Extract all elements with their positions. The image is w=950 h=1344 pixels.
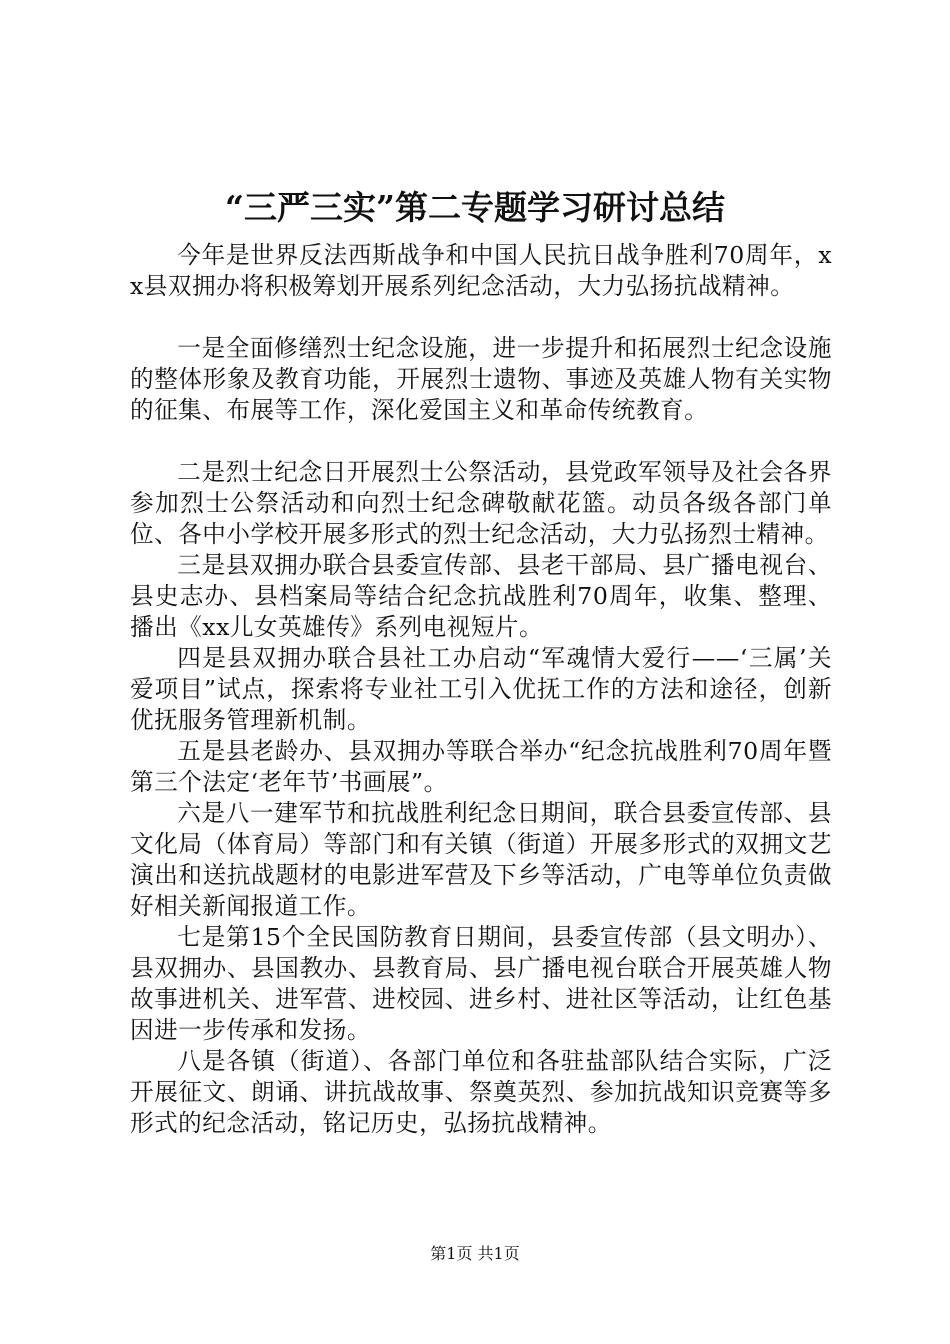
paragraph-intro: 今年是世界反法西斯战争和中国人民抗日战争胜利70周年，xx县双拥办将积极筹划开展系列纪念活动，大力弘扬抗战精神。: [130, 241, 832, 300]
paragraph-item-3: 三是县双拥办联合县委宣传部、县老干部局、县广播电视台、县史志办、县档案局等结合纪念抗战胜利70周年，收集、整理、播出《xx儿女英雄传》系列电视短片。: [130, 551, 832, 641]
paragraph-item-6: 六是八一建军节和抗战胜利纪念日期间，联合县委宣传部、县文化局（体育局）等部门和有关镇（街道）开展多形式的双拥文艺演出和送抗战题材的电影进军营及下乡等活动，广电等单位负责做好相关新闻报道工作。: [130, 799, 832, 920]
paragraph-item-4: 四是县双拥办联合县社工办启动“军魂情大爱行——‘三属’关爱项目”试点，探索将专业社工引入优抚工作的方法和途径，创新优抚服务管理新机制。: [130, 644, 832, 734]
paragraph-item-1: 一是全面修缮烈士纪念设施，进一步提升和拓展烈士纪念设施的整体形象及教育功能，开展烈士遗物、事迹及英雄人物有关实物的征集、布展等工作，深化爱国主义和革命传统教育。: [130, 334, 832, 424]
paragraph-item-8: 八是各镇（街道）、各部门单位和各驻盐部队结合实际，广泛开展征文、朗诵、讲抗战故事、祭奠英烈、参加抗战知识竞赛等多形式的纪念活动，铭记历史，弘扬抗战精神。: [130, 1047, 832, 1137]
page-number-footer: 第1页 共1页: [430, 1244, 520, 1263]
document-body: [130, 240, 832, 1139]
paragraph-item-5: 五是县老龄办、县双拥办等联合举办“纪念抗战胜利70周年暨第三个法定‘老年节’书画展”。: [130, 737, 832, 796]
paragraph-item-2: 二是烈士纪念日开展烈士公祭活动，县党政军领导及社会各界参加烈士公祭活动和向烈士纪念碑敬献花篮。动员各级各部门单位、各中小学校开展多形式的烈士纪念活动，大力弘扬烈士精神。: [130, 458, 832, 548]
paragraph-item-7: 七是第15个全民国防教育日期间，县委宣传部（县文明办）、县双拥办、县国教办、县教育局、县广播电视台联合开展英雄人物故事进机关、进军营、进校园、进乡村、进社区等活动，让红色基因进一步传承和发扬。: [130, 923, 832, 1044]
document-title: “三严三实”第二专题学习研讨总结: [225, 188, 725, 227]
